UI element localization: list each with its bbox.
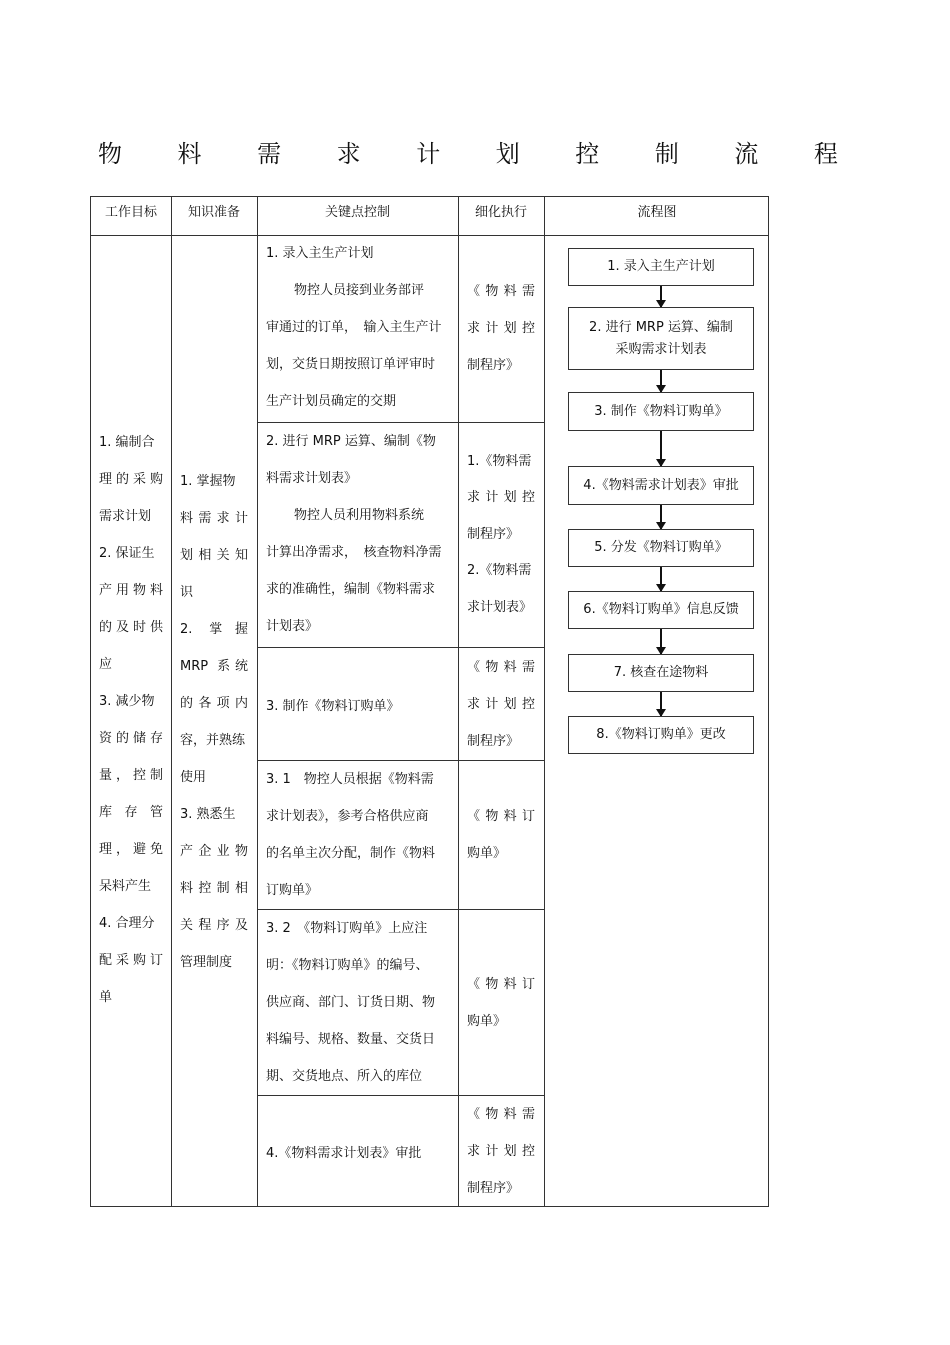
title-char: 制 (654, 140, 679, 168)
knowledge-line: 划相关知 (180, 548, 248, 563)
key-line: 3. 1 物控人员根据《物料需 (266, 772, 434, 787)
flowchart (544, 235, 770, 1208)
flow-step-label: 1. 录入主生产计划 (607, 259, 715, 274)
goal-line: 呆料产生 (99, 879, 152, 894)
column-divider (171, 197, 172, 1206)
goal-line: 产用物料 (99, 583, 163, 598)
key-line: 明：《物料订购单》的编号、 (266, 958, 429, 973)
goal-line: 1. 编制合 (99, 435, 155, 450)
header-flowchart: 流程图 (637, 205, 677, 220)
knowledge-text (180, 463, 248, 981)
flow-step-label: 2. 进行 MRP 运算、编制 采购需求计划表 (589, 319, 733, 357)
key-line: 生产计划员确定的交期 (266, 394, 397, 409)
flow-step (568, 654, 754, 692)
column-divider (257, 197, 258, 1206)
goal-line: 4. 合理分 (99, 916, 155, 931)
goal-line: 的及时供 (99, 620, 163, 635)
execution-cell (467, 761, 535, 909)
control-table (90, 196, 769, 1207)
key-control-cell (266, 235, 452, 420)
key-line: 订购单》 (266, 883, 319, 898)
knowledge-line: MRP 系统 (180, 659, 248, 674)
exec-line: 求计划控 (467, 1144, 535, 1159)
goal-text (99, 424, 163, 1016)
goal-line: 理，避免 (99, 842, 163, 857)
flow-arrow (660, 629, 662, 654)
exec-line: 《物料订 (467, 976, 535, 992)
title-char: 需 (257, 140, 282, 168)
flow-arrow (660, 505, 662, 529)
knowledge-line: 容，并熟练 (180, 733, 246, 748)
knowledge-line: 产企业物 (180, 844, 248, 859)
goal-line: 配采购订 (99, 953, 163, 968)
key-line: 1. 录入主生产计划 (266, 246, 374, 261)
exec-line: 2.《物料需 (467, 563, 532, 579)
key-line: 的名单主次分配，制作《物料 (266, 846, 436, 861)
flow-arrow (660, 431, 662, 466)
flow-step (568, 466, 754, 505)
knowledge-line: 识 (180, 585, 194, 600)
column-divider (458, 197, 459, 1206)
exec-line: 购单》 (467, 846, 507, 861)
exec-line: 购单》 (467, 1013, 507, 1029)
key-line: 物控人员利用物料系统 (294, 508, 425, 523)
flow-arrow (660, 286, 662, 307)
flow-step (568, 392, 754, 431)
key-control-cell (266, 648, 452, 760)
title-char: 流 (734, 140, 759, 168)
key-line: 划，交货日期按照订单评审时 (266, 357, 436, 372)
exec-line: 制程序》 (467, 1181, 520, 1196)
exec-line: 《物料需 (467, 1107, 535, 1122)
execution-cell (467, 910, 535, 1095)
header-knowledge: 知识准备 (187, 205, 240, 220)
flow-step (568, 529, 754, 567)
knowledge-line: 1. 掌握物 (180, 474, 236, 489)
knowledge-line: 料控制相 (180, 881, 248, 896)
key-line: 物控人员接到业务部评 (294, 283, 425, 298)
key-control-cell (266, 1096, 452, 1207)
title-char: 控 (575, 140, 600, 168)
flow-arrow (660, 567, 662, 591)
key-line: 期、交货地点、所入的库位 (266, 1069, 423, 1084)
flow-step-label: 8.《物料订购单》更改 (596, 727, 726, 742)
goal-line: 资的储存 (99, 731, 163, 746)
knowledge-line: 管理制度 (180, 955, 233, 970)
exec-line: 求计划控 (467, 321, 535, 336)
key-line: 求的准确性，编制《物料需求 (266, 582, 436, 597)
knowledge-line: 的各项内 (180, 696, 248, 711)
exec-line: 求计划表》 (467, 599, 533, 615)
goal-line: 3. 减少物 (99, 694, 155, 709)
key-control-cell (266, 910, 452, 1095)
goal-line: 量，控制 (99, 768, 163, 783)
knowledge-line: 关程序及 (180, 918, 248, 933)
flow-step-label: 3. 制作《物料订购单》 (594, 403, 728, 419)
title-char: 程 (813, 140, 838, 168)
flow-step (568, 248, 754, 286)
exec-line: 求计划控 (467, 490, 535, 506)
exec-line: 1.《物料需 (467, 453, 532, 469)
flow-arrow (660, 692, 662, 716)
exec-line: 《物料订 (467, 809, 535, 824)
key-line: 2. 进行 MRP 运算、编制《物 (266, 434, 436, 449)
exec-line: 制程序》 (467, 526, 520, 542)
key-line: 计算出净需求， 核查物料净需 (266, 545, 442, 560)
exec-line: 《物料需 (467, 659, 535, 675)
key-line: 料编号、规格、数量、交货日 (266, 1032, 436, 1047)
page-title (98, 134, 838, 169)
knowledge-line: 2. 掌握 (180, 622, 248, 637)
key-line: 3. 2 《物料订购单》上应注 (266, 921, 428, 936)
flow-arrow (660, 370, 662, 392)
exec-line: 制程序》 (467, 358, 520, 373)
key-line: 3. 制作《物料订购单》 (266, 698, 400, 714)
flow-step (568, 716, 754, 754)
key-line: 计划表》 (266, 619, 319, 634)
knowledge-line: 料需求计 (180, 511, 248, 526)
goal-line: 需求计划 (99, 509, 152, 524)
goal-line: 应 (99, 657, 113, 672)
key-control-cell (266, 423, 452, 645)
goal-line: 单 (99, 990, 113, 1005)
execution-cell (467, 235, 535, 422)
header-goal: 工作目标 (104, 205, 157, 220)
execution-cell (467, 648, 535, 760)
knowledge-line: 使用 (180, 770, 207, 785)
key-line: 审通过的订单， 输入主生产计 (266, 320, 442, 335)
flow-step-label: 5. 分发《物料订购单》 (594, 540, 728, 555)
flow-step-label: 7. 核查在途物料 (613, 665, 709, 680)
title-char: 计 (416, 140, 441, 168)
key-line: 求计划表》，参考合格供应商 (266, 809, 429, 824)
goal-line: 库存管 (99, 805, 163, 820)
key-line: 供应商、部门、订货日期、物 (266, 995, 436, 1010)
key-control-cell (266, 761, 452, 909)
title-char: 划 (495, 140, 520, 168)
goal-line: 2. 保证生 (99, 546, 155, 561)
title-char: 求 (336, 140, 361, 168)
exec-line: 制程序》 (467, 733, 520, 749)
flow-step-label: 4.《物料需求计划表》审批 (583, 477, 739, 493)
knowledge-line: 3. 熟悉生 (180, 807, 236, 822)
goal-line: 理的采购 (99, 472, 163, 487)
title-char: 物 (98, 140, 122, 168)
key-line: 料需求计划表》 (266, 471, 358, 486)
flow-step-label: 6.《物料订购单》信息反馈 (583, 602, 739, 617)
flow-step (568, 307, 754, 370)
execution-cell (467, 1096, 535, 1207)
header-execution: 细化执行 (474, 205, 527, 220)
header-key-control: 关键点控制 (324, 205, 390, 220)
title-char: 料 (177, 140, 202, 168)
exec-line: 《物料需 (467, 284, 535, 299)
exec-line: 求计划控 (467, 696, 535, 712)
execution-cell (467, 423, 535, 647)
flow-step (568, 591, 754, 629)
key-line: 4.《物料需求计划表》审批 (266, 1146, 422, 1161)
